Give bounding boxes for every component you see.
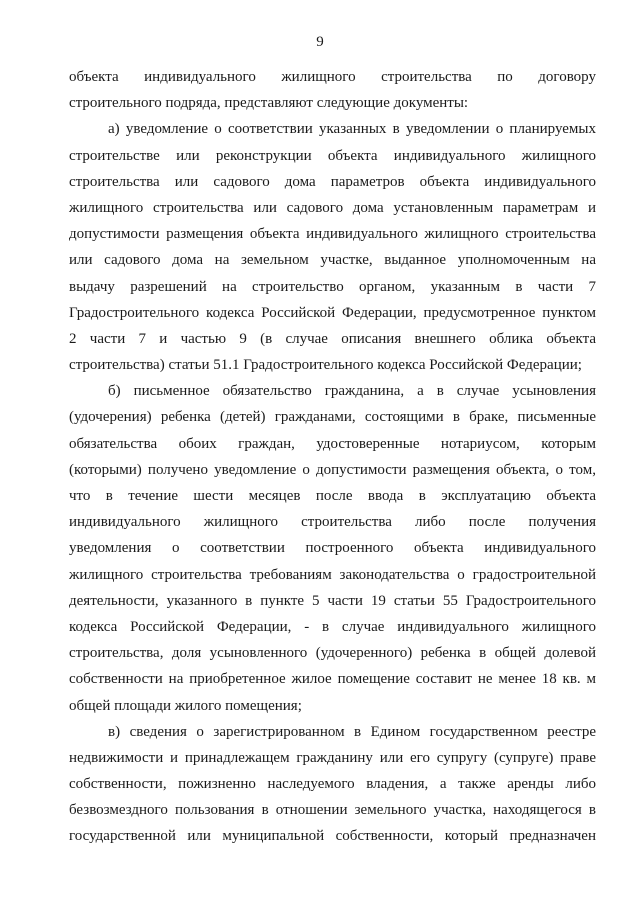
paragraph-item-b [69,378,596,718]
page-number: 9 [316,34,324,50]
text-line: (удочерения) ребенка (детей) гражданами, состоящими в браке, письменные [69,409,596,426]
text-line: допустимости размещения объекта индивидуального жилищного строительства [69,226,596,243]
text-line: кодекса Российской Федерации, - в случае индивидуального жилищного [69,618,596,635]
text-line: жилищного строительства требованиям законодательства о градостроительной [69,566,596,583]
text-line: выдачу разрешений на строительство органом, указанным в части 7 [69,278,596,295]
text-line: что в течение шести месяцев после ввода в эксплуатацию объекта [69,488,596,504]
paragraph-item-c [69,719,596,850]
text-line: строительстве или реконструкции объекта индивидуального жилищного [69,147,596,164]
text-line: деятельности, указанного в пункте 5 части 19 статьи 55 Градостроительного [69,592,596,609]
text-line: безвозмездного пользования в отношении земельного участка, находящегося в [69,802,596,819]
text-line: общей площади жилого помещения; [69,697,302,714]
text-line: недвижимости и принадлежащем гражданину или его супругу (супруге) праве [69,749,596,766]
text-line: или садового дома на земельном участке, выданное уполномоченным на [69,252,596,269]
paragraph-intro [69,64,596,116]
text-line: обязательства обоих граждан, удостоверенные нотариусом, которым [69,435,596,452]
document-body [69,64,596,850]
text-line: а) уведомление о соответствии указанных в уведомлении о планируемых [108,121,596,138]
text-line: строительства или садового дома параметров объекта индивидуального [69,173,596,190]
paragraph-item-a [69,116,596,378]
text-line: в) сведения о зарегистрированном в Едином государственном реестре [108,723,596,740]
text-line: собственности на приобретенное жилое помещение составит не менее 18 кв. м [69,671,596,688]
text-line: строительства) статьи 51.1 Градостроительного кодекса Российской Федерации; [69,357,582,374]
text-line: строительного подряда, представляют следующие документы: [69,95,469,112]
text-line: жилищного строительства или садового дома установленным параметрам и [69,199,596,216]
text-line: уведомления о соответствии построенного объекта индивидуального [69,540,596,557]
text-line: государственной или муниципальной собственности, который предназначен [69,828,596,845]
text-line: собственности, пожизненно наследуемого владения, а также аренды либо [69,776,596,793]
text-line: строительства, доля усыновленного (удочеренного) ребенка в общей долевой [69,645,596,662]
text-line: объекта индивидуального жилищного строительства по договору [69,69,596,85]
text-line: индивидуального жилищного строительства либо после получения [69,514,596,531]
text-line: (которыми) получено уведомление о допустимости размещения объекта, о том, [69,461,596,478]
text-line: б) письменное обязательство гражданина, а в случае усыновления [108,383,596,400]
text-line: Градостроительного кодекса Российской Федерации, предусмотренное пунктом [69,304,596,321]
text-line: 2 части 7 и частью 9 (в случае описания внешнего облика объекта [69,330,596,347]
